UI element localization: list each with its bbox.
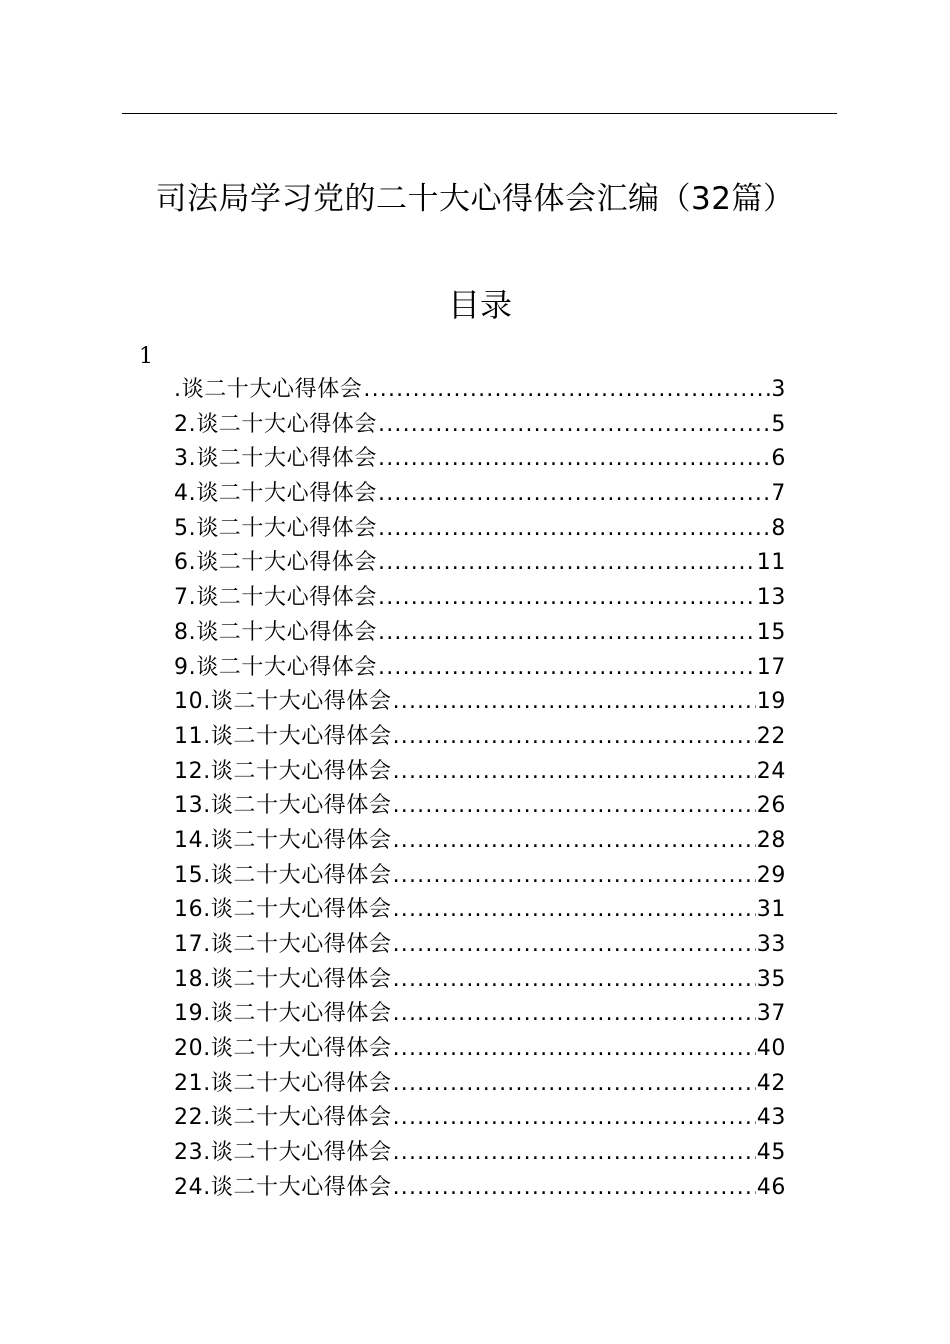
toc-dot-leader [378,512,770,547]
toc-entry[interactable] [174,1032,786,1067]
toc-entry-page-number: 13 [756,585,786,611]
toc-entry[interactable] [174,651,786,686]
toc-dot-leader [393,1032,756,1067]
toc-dot-leader [393,997,756,1032]
toc-dot-leader [393,893,756,928]
toc-first-number: 1 [139,344,153,369]
toc-entry-label: 15.谈二十大心得体会 [174,862,392,888]
toc-dot-leader [393,789,756,824]
toc-entry-label: 10.谈二十大心得体会 [174,689,392,715]
toc-entry[interactable] [174,1171,786,1206]
toc-entry-label: 17.谈二十大心得体会 [174,932,392,957]
toc-dot-leader [393,755,756,790]
toc-dot-leader [393,1067,756,1102]
toc-dot-leader [393,824,756,859]
toc-entry-page-number: 40 [756,1036,786,1062]
toc-entry[interactable] [174,477,786,512]
toc-entry-page-number: 3 [771,377,786,402]
toc-entry-page-number: 26 [756,793,786,819]
toc-entry[interactable] [174,581,786,616]
toc-dot-leader [378,651,756,686]
toc-dot-leader [378,477,770,512]
toc-entry[interactable] [174,789,786,824]
toc-entry[interactable] [174,512,786,547]
toc-entry[interactable] [174,755,786,790]
toc-entry-label: 4.谈二十大心得体会 [174,481,377,507]
toc-entry-label: 16.谈二十大心得体会 [174,897,392,923]
toc-entry-page-number: 11 [756,550,786,576]
toc-entry[interactable] [174,546,786,581]
toc-dot-leader [393,720,756,755]
toc-entry-label: 21.谈二十大心得体会 [174,1070,392,1096]
toc-dot-leader [393,1101,756,1136]
toc-entry[interactable] [174,859,786,894]
toc-entry-page-number: 15 [756,619,786,645]
toc-entry-label: 7.谈二十大心得体会 [174,585,377,611]
toc-dot-leader [393,1171,756,1206]
toc-entry-page-number: 42 [756,1070,786,1096]
toc-entry[interactable] [174,824,786,859]
toc-dot-leader [378,442,770,477]
header-rule [122,113,837,114]
toc-entry[interactable] [174,442,786,477]
toc-dot-leader [363,373,770,408]
toc-entry-label: 3.谈二十大心得体会 [174,446,377,472]
toc-entry-label: 8.谈二十大心得体会 [174,619,377,645]
toc-dot-leader [393,963,756,998]
toc-entry-page-number: 6 [771,446,786,472]
toc-dot-leader [393,859,756,894]
toc-entry-page-number: 35 [756,966,786,992]
toc-entry-label: 19.谈二十大心得体会 [174,1001,392,1027]
toc-entry-label: 5.谈二十大心得体会 [174,515,377,541]
toc-entry-page-number: 22 [756,723,786,749]
toc-dot-leader [393,685,756,720]
toc-dot-leader [378,616,756,651]
toc-heading: 目录 [447,286,512,324]
toc-entry-label: 13.谈二十大心得体会 [174,793,392,819]
toc-entry-page-number: 19 [756,689,786,715]
toc-entry-page-number: 28 [756,827,786,853]
toc-entry[interactable] [174,928,786,963]
toc-entry-page-number: 31 [756,897,786,923]
toc-entry[interactable] [174,997,786,1032]
toc-entry[interactable] [174,1101,786,1136]
toc-dot-leader [378,546,756,581]
toc-entry-label: 12.谈二十大心得体会 [174,758,392,784]
toc-entry-label: 24.谈二十大心得体会 [174,1174,392,1200]
toc-entry[interactable] [174,373,786,408]
document-title: 司法局学习党的二十大心得体会汇编（32篇） [155,181,795,217]
toc-entry-page-number: 29 [756,862,786,888]
toc-entry[interactable] [174,685,786,720]
toc-entry-label: 9.谈二十大心得体会 [174,654,377,680]
toc-entry[interactable] [174,1067,786,1102]
toc-entry-label: 20.谈二十大心得体会 [174,1036,392,1062]
toc-dot-leader [393,1136,756,1171]
toc-entry-label: 6.谈二十大心得体会 [174,550,377,576]
toc-entry-label: .谈二十大心得体会 [174,377,363,402]
toc-entry-label: 14.谈二十大心得体会 [174,827,392,853]
toc-entry[interactable] [174,720,786,755]
toc-dot-leader [378,581,756,616]
toc-entry[interactable] [174,616,786,651]
toc-entry[interactable] [174,963,786,998]
toc-entry-label: 22.谈二十大心得体会 [174,1105,392,1131]
toc-entry-page-number: 45 [756,1140,786,1166]
table-of-contents [174,373,786,1206]
toc-entry-page-number: 37 [756,1001,786,1027]
toc-dot-leader [393,928,756,963]
toc-entry[interactable] [174,893,786,928]
toc-entry-label: 23.谈二十大心得体会 [174,1140,392,1166]
toc-entry-page-number: 17 [756,654,786,680]
toc-entry-label: 11.谈二十大心得体会 [174,723,392,749]
toc-entry-label: 2.谈二十大心得体会 [174,411,377,437]
toc-entry[interactable] [174,1136,786,1171]
toc-entry-page-number: 5 [771,411,786,437]
toc-entry[interactable] [174,408,786,443]
toc-entry-label: 18.谈二十大心得体会 [174,966,392,992]
toc-entry-page-number: 24 [756,758,786,784]
toc-entry-page-number: 43 [756,1105,786,1131]
toc-entry-page-number: 33 [756,932,786,957]
toc-entry-page-number: 8 [771,515,786,541]
toc-dot-leader [378,408,770,443]
toc-entry-page-number: 46 [756,1174,786,1200]
toc-entry-page-number: 7 [771,481,786,507]
